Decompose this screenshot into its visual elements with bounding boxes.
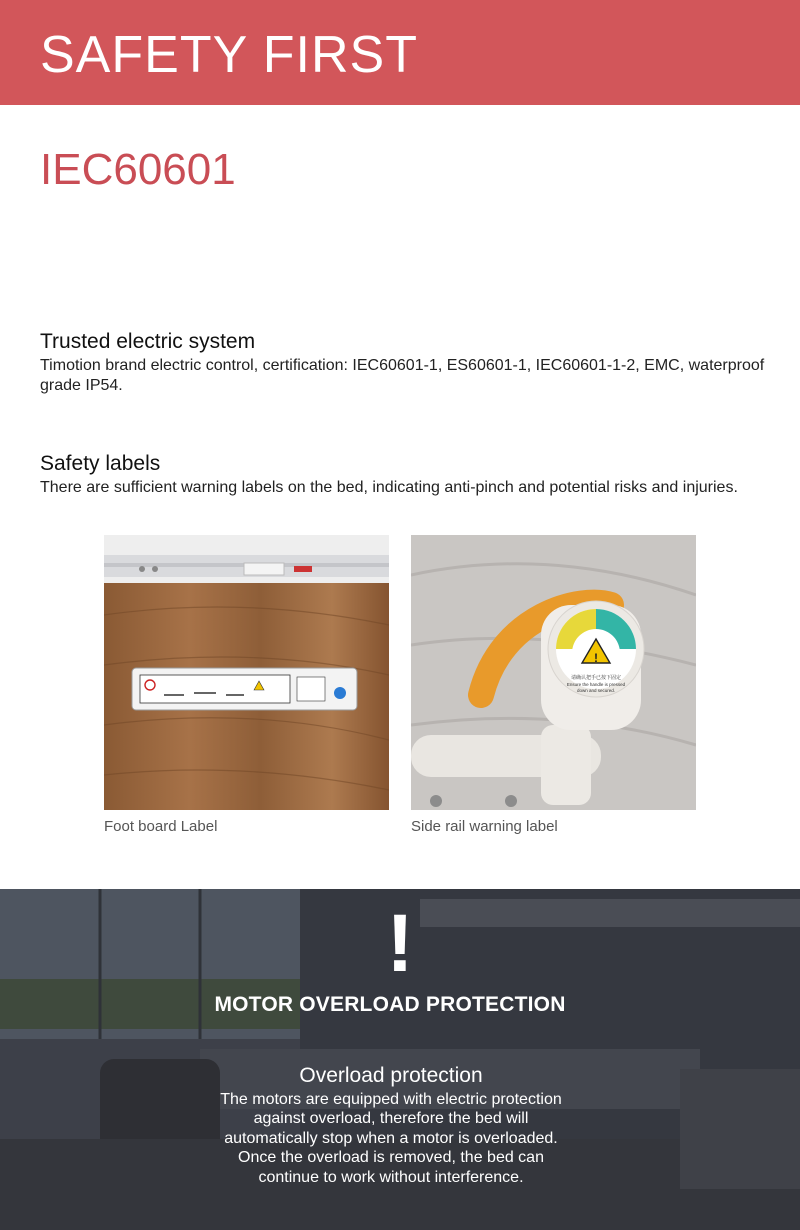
overload-line: against overload, therefore the bed will xyxy=(253,1110,529,1128)
safety-labels-text: There are sufficient warning labels on the bed, indicating anti-pinch and potential risks and injuries. xyxy=(40,479,738,496)
electric-system-section xyxy=(40,328,770,396)
overload-section xyxy=(0,889,800,1230)
foot-board-caption: Foot board Label xyxy=(104,818,218,835)
overload-line: The motors are equipped with electric protection xyxy=(220,1091,562,1108)
feature-title: MOTOR OVERLOAD PROTECTION xyxy=(214,993,566,1016)
electric-system-title: Trusted electric system xyxy=(40,330,256,353)
overload-line: automatically stop when a motor is overloaded. xyxy=(224,1129,558,1147)
standard-heading: IEC60601 xyxy=(40,145,236,194)
electric-system-text: Timotion brand electric control, certification: IEC60601-1, ES60601-1, IEC60601-1-2, EMC, waterproof grade IP54. xyxy=(40,357,765,394)
safety-labels-section xyxy=(40,450,770,498)
side-rail-photo xyxy=(411,535,696,810)
overload-line: Once the overload is removed, the bed can xyxy=(238,1149,544,1167)
overload-subtitle: Overload protection xyxy=(299,1064,483,1087)
svg-text:!: ! xyxy=(594,651,598,665)
overload-text xyxy=(210,1090,572,1187)
exclamation-icon: ! xyxy=(386,898,414,989)
foot-board-photo xyxy=(104,535,389,810)
overload-line: continue to work without interference. xyxy=(258,1168,524,1186)
lock-cn-text: 请确认把手已按下固定 xyxy=(570,675,622,681)
lock-en-text-1: Ensure the handle is pressed xyxy=(566,682,626,687)
side-rail-caption: Side rail warning label xyxy=(411,818,558,835)
header-banner xyxy=(0,0,800,105)
safety-labels-title: Safety labels xyxy=(40,452,161,475)
page-title: SAFETY FIRST xyxy=(40,26,418,84)
lock-en-text-2: down and secured. xyxy=(576,688,616,693)
